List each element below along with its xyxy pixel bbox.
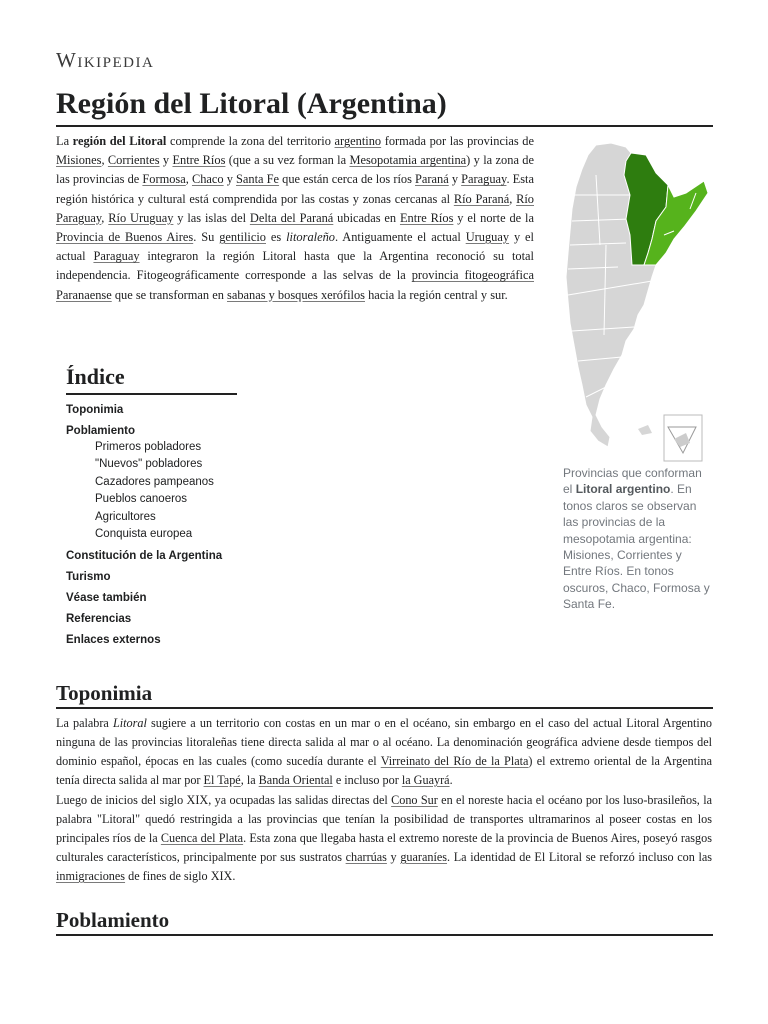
text: y xyxy=(448,172,462,187)
text: . xyxy=(232,869,236,883)
link-rio-parana[interactable]: Río Paraná xyxy=(453,191,510,206)
toc-subitem[interactable]: Pueblos canoeros xyxy=(95,493,188,506)
text: . Su xyxy=(193,230,220,245)
text: que están cerca de los ríos xyxy=(279,172,416,187)
text: es xyxy=(266,230,287,245)
text: La palabra xyxy=(56,716,113,730)
link-chaco[interactable]: Chaco xyxy=(191,172,224,187)
link-santa-fe[interactable]: Santa Fe xyxy=(236,172,280,187)
link-cono-sur[interactable]: Cono Sur xyxy=(391,793,438,807)
bold-term: región del Litoral xyxy=(72,134,167,148)
text: ubicadas en xyxy=(333,210,400,225)
text: . Antiguamente el actual xyxy=(334,230,466,245)
text: ) el extremo oriental de la Argentina tenía directa salida al mar por xyxy=(56,754,712,787)
text: y xyxy=(159,153,173,168)
text: comprende la zona del territorio xyxy=(166,134,335,148)
text: , xyxy=(101,153,108,168)
text: . La identidad de El Litoral se reforzó incluso con las xyxy=(447,850,712,864)
toc-item[interactable]: Referencias xyxy=(66,612,132,625)
text: . xyxy=(449,773,453,787)
link-litoral-argentino[interactable]: Litoral argentino xyxy=(575,482,671,497)
text: de fines de siglo xyxy=(125,869,211,883)
italic-term: Litoral xyxy=(112,716,147,730)
link-uruguay[interactable]: Uruguay xyxy=(465,230,510,245)
text: que se transforman en xyxy=(111,287,227,302)
link-parana[interactable]: Paraná xyxy=(415,172,449,187)
link-sabanas[interactable]: sabanas y bosques xerófilos xyxy=(227,287,365,302)
infobox-caption xyxy=(563,465,713,613)
text: e incluso por xyxy=(332,773,402,787)
link-entre-rios-2[interactable]: Entre Ríos xyxy=(399,210,454,225)
link-paraguay[interactable]: Paraguay xyxy=(93,249,140,264)
link-paraguay-river[interactable]: Paraguay xyxy=(461,172,507,187)
text: integraron la región Litoral hasta que la Argentina reconoció su total independencia. Fitogeográficamente corresponde a las selvas de la xyxy=(56,249,534,283)
link-rio-paraguay[interactable]: Río Paraguay xyxy=(56,191,534,225)
toponimia-paragraph-2 xyxy=(56,791,712,886)
text: y las islas del xyxy=(173,210,250,225)
century-numeral: XIX xyxy=(210,869,233,883)
text: , la xyxy=(240,773,259,787)
link-virreinato[interactable]: Virreinato del Río de la Plata xyxy=(380,754,529,768)
table-of-contents xyxy=(66,362,306,647)
page-title: Región del Litoral (Argentina) xyxy=(56,87,447,120)
link-el-tape[interactable]: El Tapé xyxy=(203,773,241,787)
toc-subitem[interactable]: Conquista europea xyxy=(95,527,193,540)
link-delta-parana[interactable]: Delta del Paraná xyxy=(249,210,334,225)
link-gentilicio[interactable]: gentilicio xyxy=(219,230,266,245)
link-entre-rios[interactable]: Entre Ríos xyxy=(172,153,226,168)
title-divider xyxy=(56,125,713,127)
link-corrientes[interactable]: Corrientes xyxy=(107,153,160,168)
text: , xyxy=(509,191,517,206)
link-banda-oriental[interactable]: Banda Oriental xyxy=(258,773,333,787)
text: en el noreste hacia el océano por los luso-brasileños, la palabra "Litoral" quedó restringida a las provincias que tenían la posibilidad de transportes ultramarinos al poseer costas en los principales ríos de la xyxy=(56,793,713,845)
toc-divider xyxy=(66,393,237,395)
text: y el actual xyxy=(56,230,534,264)
toc-title: Índice xyxy=(66,364,125,389)
toc-subitem[interactable]: "Nuevos" pobladores xyxy=(95,458,203,471)
section-divider xyxy=(56,934,713,936)
wikipedia-wordmark[interactable]: Wikipedia xyxy=(56,48,155,72)
link-charruas[interactable]: charrúas xyxy=(345,850,387,864)
section-divider xyxy=(56,707,713,709)
link-mesopotamia[interactable]: Mesopotamia argentina xyxy=(349,153,467,168)
link-la-guayra[interactable]: la Guayrá xyxy=(401,773,450,787)
text: , xyxy=(185,172,192,187)
link-buenos-aires[interactable]: Provincia de Buenos Aires xyxy=(56,230,194,245)
toc-list xyxy=(66,403,306,647)
section-heading-toponimia: Toponimia xyxy=(56,681,153,705)
text: hacia la región central y sur. xyxy=(365,287,508,302)
toc-item[interactable]: Toponimia xyxy=(66,404,124,416)
text: La xyxy=(56,134,73,148)
text: sugiere a un territorio con costas en un mar o en el océano, sin embargo en el caso del actual Litoral Argentino ninguna de las provincias litoraleñas tiene directa salida al mar o al océano. La denominación geográfica adviene desde tiempos del dominio español, épocas en las cuales (como sucedía durante el xyxy=(56,716,713,768)
link-cuenca-del-plata[interactable]: Cuenca del Plata xyxy=(160,831,244,845)
section-heading-poblamiento: Poblamiento xyxy=(56,908,170,932)
toc-subitem[interactable]: Primeros pobladores xyxy=(95,441,202,453)
infobox-map[interactable] xyxy=(556,135,716,465)
intro-paragraph xyxy=(56,132,534,305)
toc-item[interactable]: Poblamiento xyxy=(66,425,136,437)
argentina-map-image[interactable] xyxy=(556,135,716,465)
text: y xyxy=(223,172,237,187)
century-numeral: XIX xyxy=(186,793,209,807)
text: formada por las provincias de xyxy=(381,134,534,148)
text: . Esta zona que llegaba hasta el extremo noreste de la provincia de Buenos Aires, poseyó rasgos culturales característicos, principalmente por sus sustratos xyxy=(56,831,712,864)
text: Luego de inicios del siglo xyxy=(56,793,187,807)
italic-term: litoraleño xyxy=(286,230,335,245)
toc-item[interactable]: Véase también xyxy=(66,591,147,604)
link-argentino[interactable]: argentino xyxy=(334,134,382,148)
link-guaranies[interactable]: guaraníes xyxy=(400,850,448,864)
text: . En tonos claros se observan las provincias de la mesopotamia argentina: Misiones, Corrientes y Entre Ríos. En tonos oscuros, Chaco, Formosa y Santa Fe. xyxy=(563,482,710,612)
text: (que a su vez forman la xyxy=(225,153,350,168)
toc-item[interactable]: Enlaces externos xyxy=(66,633,161,646)
link-misiones[interactable]: Misiones xyxy=(56,153,102,168)
link-formosa[interactable]: Formosa xyxy=(142,172,186,187)
islands xyxy=(638,425,652,435)
toc-item[interactable]: Constitución de la Argentina xyxy=(66,549,223,562)
link-inmigraciones[interactable]: inmigraciones xyxy=(56,869,126,883)
toc-item[interactable]: Turismo xyxy=(66,570,111,583)
text: , ya ocupadas las salidas directas del xyxy=(208,793,392,807)
link-paranaense[interactable]: provincia fitogeográfica Paranaense xyxy=(56,268,534,302)
text: y el norte de la xyxy=(453,210,534,225)
text: y xyxy=(386,850,401,864)
text: . Esta región histórica y cultural está comprendida por las costas y zonas cercanas al xyxy=(56,172,534,206)
toc-subitem[interactable]: Agricultores xyxy=(95,510,156,523)
toc-subitem[interactable]: Cazadores pampeanos xyxy=(95,475,214,488)
link-rio-uruguay[interactable]: Río Uruguay xyxy=(108,210,174,225)
text: , xyxy=(101,210,109,225)
text: Provincias que conforman el xyxy=(563,466,702,497)
text: ) y la zona de las provincias de xyxy=(56,153,535,187)
toponimia-paragraph-1 xyxy=(56,714,712,790)
